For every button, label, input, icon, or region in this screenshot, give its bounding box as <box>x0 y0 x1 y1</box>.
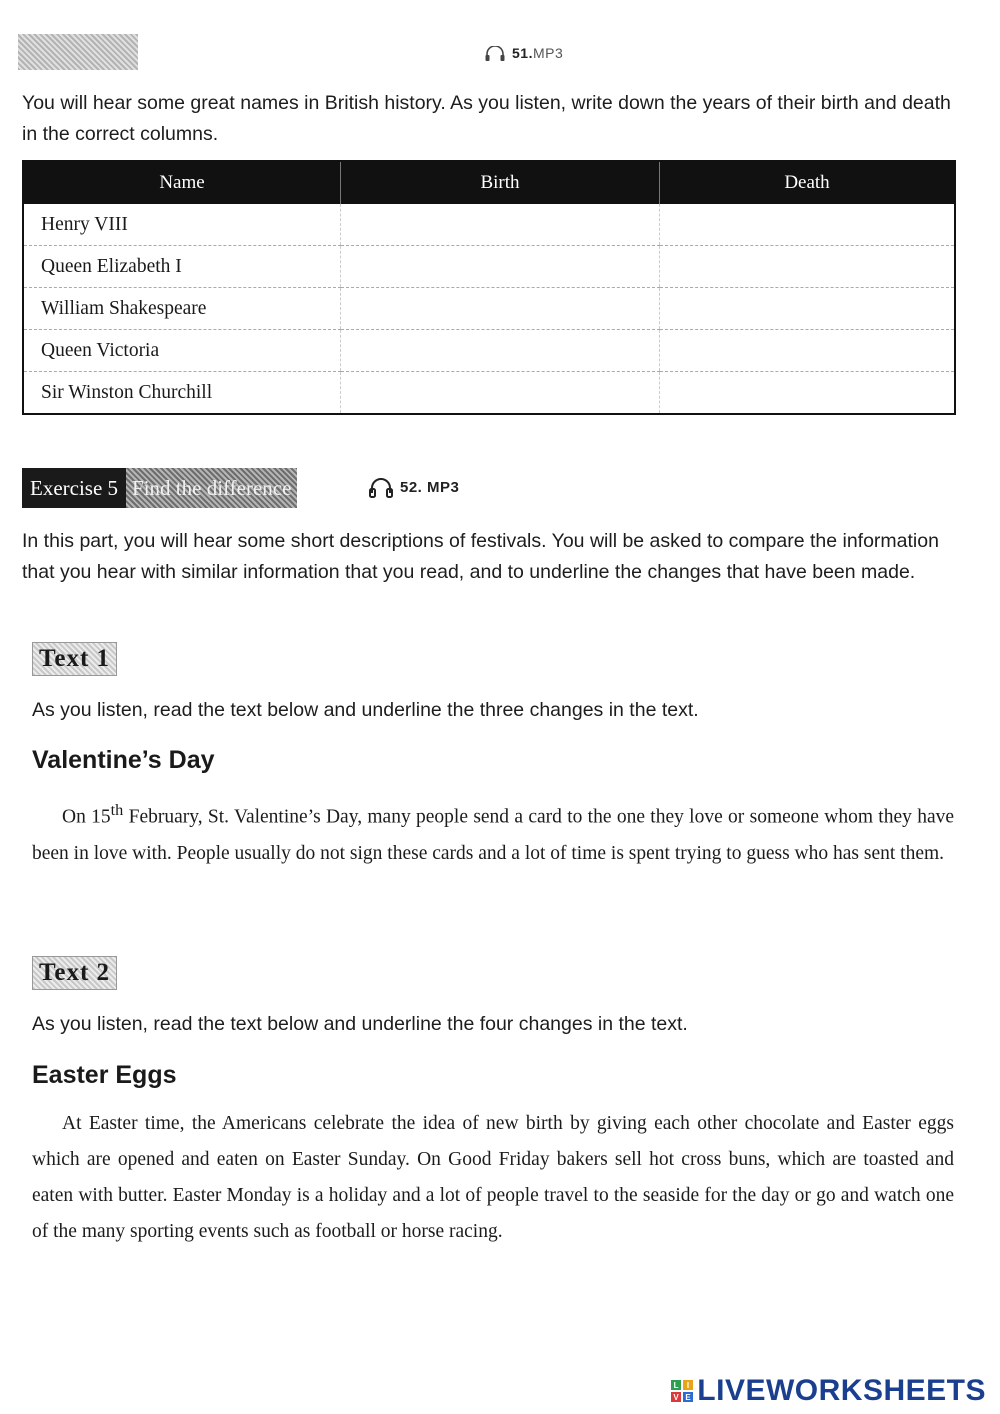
headphones-icon <box>484 46 506 62</box>
text-2-badge: Text 2 <box>32 956 117 990</box>
table-row <box>23 288 955 330</box>
text-2-paragraph <box>32 1106 954 1250</box>
column-header-name: Name <box>23 161 341 204</box>
audio-52-text: 52. MP3 <box>400 478 460 496</box>
logo-mark-icon <box>671 1380 693 1402</box>
exercise-5-subtitle: Find the difference <box>126 468 297 508</box>
para-start: On 15 <box>62 806 111 828</box>
exercise-4-instruction: You will hear some great names in British history. As you listen, write down the years of their birth and death in the correct columns. <box>22 92 951 145</box>
exercise-5-instruction: In this part, you will hear some short descriptions of festivals. You will be asked to compare the information that you hear with similar information that you read, and to underline the changes that have been made. <box>22 530 939 583</box>
exercise-4-badge <box>18 34 138 70</box>
birth-input-cell[interactable] <box>341 288 660 330</box>
ordinal-suffix: th <box>110 801 124 819</box>
column-header-birth: Birth <box>341 161 660 204</box>
text-1-title: Valentine’s Day <box>32 746 215 774</box>
text-1-paragraph <box>32 792 954 872</box>
table-header-row <box>23 161 955 204</box>
text-2-instruction: As you listen, read the text below and underline the four changes in the text. <box>32 1013 688 1035</box>
liveworksheets-logo <box>671 1374 986 1408</box>
birth-input-cell[interactable] <box>341 204 660 246</box>
column-header-death: Death <box>660 161 956 204</box>
text-1-badge: Text 1 <box>32 642 117 676</box>
text-2-title: Easter Eggs <box>32 1061 177 1089</box>
audio-51-label <box>484 45 563 62</box>
text-1-instruction: As you listen, read the text below and underline the three changes in the text. <box>32 699 699 721</box>
para-rest: February, St. Valentine’s Day, many people send a card to the one they love or someone whom they have been in love with. People usually do not sign these cards and a lot of time is spent trying to guess who has sent them. <box>32 806 954 864</box>
logo-mark-l: L <box>671 1380 681 1390</box>
table-row <box>23 330 955 372</box>
birth-input-cell[interactable] <box>341 246 660 288</box>
exercise-5-header <box>22 468 297 508</box>
birth-input-cell[interactable] <box>341 330 660 372</box>
para-text: At Easter time, the Americans celebrate the idea of new birth by giving each other chocolate and Easter eggs which are opened and eaten on Easter Sunday. On Good Friday bakers sell hot cross buns, which are toasted and eaten with butter. Easter Monday is a holiday and a lot of people travel to the seaside for the day or go and watch one of the many sporting events such as football or horse racing. <box>32 1113 954 1242</box>
logo-text: LIVEWORKSHEETS <box>697 1374 986 1407</box>
history-table <box>22 160 956 415</box>
audio-51-number: 51. <box>512 45 533 61</box>
death-input-cell[interactable] <box>660 330 956 372</box>
name-cell: Queen Elizabeth I <box>23 246 341 288</box>
logo-mark-e: E <box>683 1392 693 1402</box>
death-input-cell[interactable] <box>660 204 956 246</box>
name-cell: Henry VIII <box>23 204 341 246</box>
name-cell: Queen Victoria <box>23 330 341 372</box>
headphones-icon <box>368 477 394 499</box>
audio-52-label <box>368 477 459 499</box>
table-row <box>23 246 955 288</box>
birth-input-cell[interactable] <box>341 372 660 415</box>
logo-mark-v: V <box>671 1392 681 1402</box>
logo-mark-i: I <box>683 1380 693 1390</box>
name-cell: Sir Winston Churchill <box>41 381 213 403</box>
table-row <box>23 204 955 246</box>
exercise-5-label: Exercise 5 <box>22 468 126 508</box>
table-row <box>23 372 955 415</box>
name-cell: William Shakespeare <box>23 288 341 330</box>
death-input-cell[interactable] <box>660 372 956 415</box>
audio-51-ext: MP3 <box>532 45 564 61</box>
death-input-cell[interactable] <box>660 246 956 288</box>
death-input-cell[interactable] <box>660 288 956 330</box>
